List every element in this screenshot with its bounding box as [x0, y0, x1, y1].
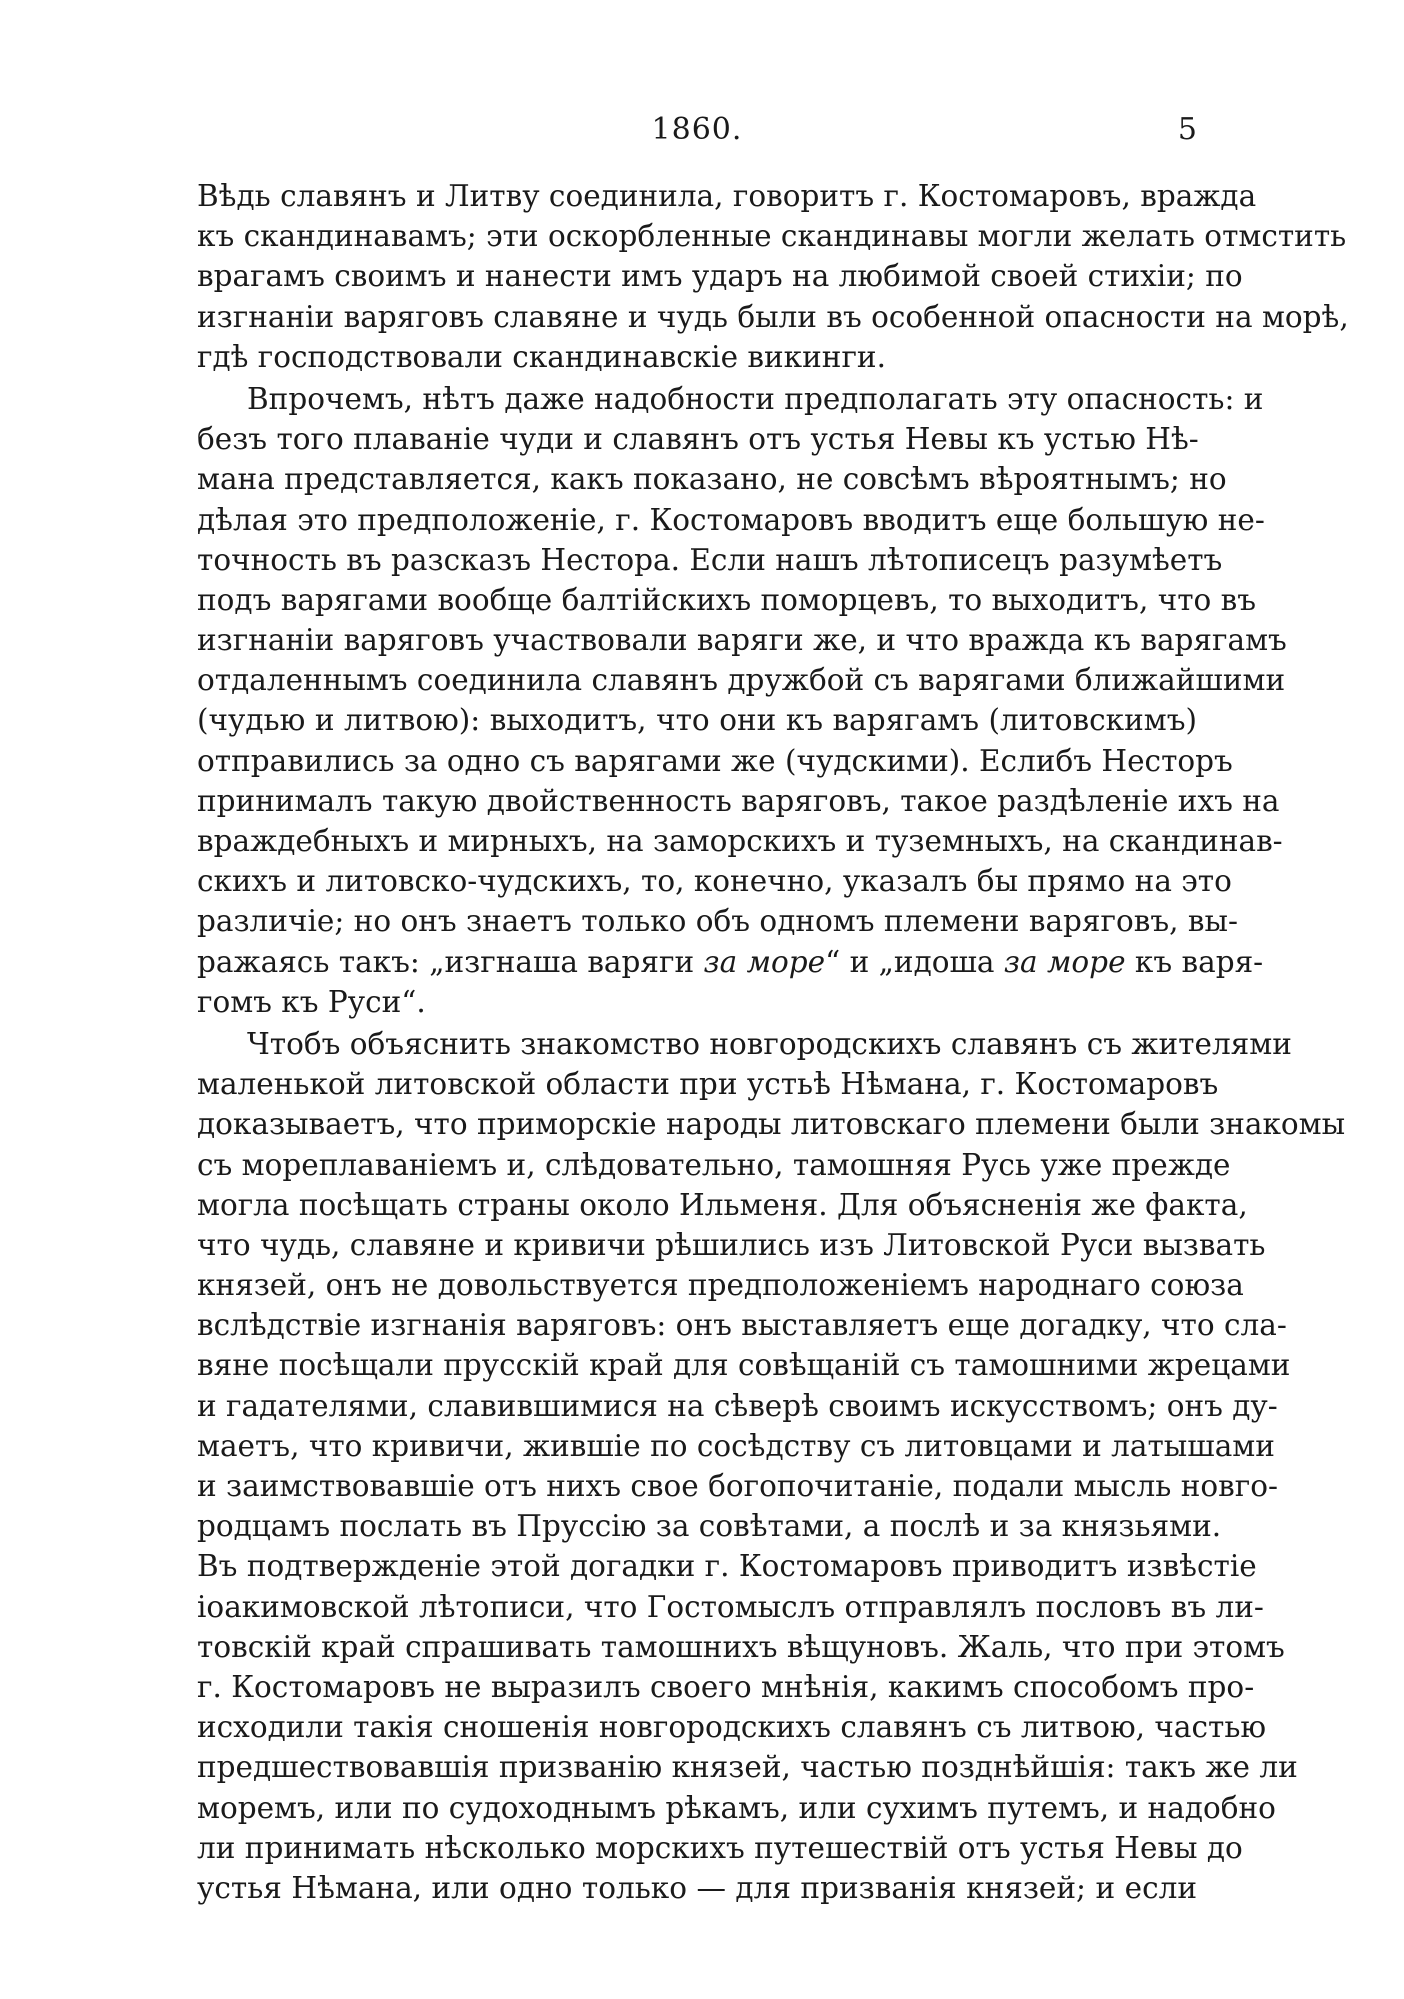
text-line: (чудью и литвою): выходитъ, что они къ варягамъ (литовскимъ) [197, 703, 1197, 738]
text-line: мана представляется, какъ показано, не совсѣмъ вѣроятнымъ; но [197, 462, 1227, 497]
body-text [197, 176, 1349, 1908]
text-segment: “ и „идоша [825, 944, 1004, 979]
text-line: доказываетъ, что приморскіе народы литовскаго племени были знакомы [197, 1107, 1346, 1142]
text-line: г. Костомаровъ не выразилъ своего мнѣнія, какимъ способомъ про- [197, 1669, 1255, 1704]
text-line: товскій край спрашивать тамошнихъ вѣщуновъ. Жаль, что при этомъ [197, 1629, 1285, 1664]
text-line: гомъ къ Руси“. [197, 984, 426, 1019]
running-header-year: 1860. [651, 112, 743, 147]
text-line: могла посѣщать страны около Ильменя. Для объясненія же факта, [197, 1187, 1248, 1222]
text-line: врагамъ своимъ и нанести имъ ударъ на любимой своей стихіи; по [197, 259, 1243, 294]
italic-phrase: за море [703, 944, 826, 979]
paragraph-3 [197, 1024, 1346, 1908]
text-line: маленькой литовской области при устьѣ Нѣмана, г. Костомаровъ [197, 1067, 1219, 1102]
text-line: князей, онъ не довольствуется предположеніемъ народнаго союза [197, 1268, 1244, 1303]
text-line: изгнаніи варяговъ славяне и чудь были въ особенной опасности на морѣ, [197, 299, 1349, 334]
text-line: и заимствовавшіе отъ нихъ свое богопочитаніе, подали мысль новго- [197, 1469, 1278, 1503]
text-line: дѣлая это предположеніе, г. Костомаровъ вводитъ еще большую не- [197, 502, 1265, 537]
paragraph-1 [197, 176, 1349, 377]
text-line: подъ варягами вообще балтійскихъ поморцевъ, то выходитъ, что въ [197, 582, 1257, 617]
text-line-italic [197, 942, 1264, 982]
text-line: іоакимовской лѣтописи, что Гостомыслъ отправлялъ пословъ въ ли- [197, 1589, 1264, 1624]
text-line: устья Нѣмана, или одно только — для призванія князей; и если [197, 1870, 1197, 1905]
text-line: Въ подтвержденіе этой догадки г. Костомаровъ приводитъ извѣстіе [197, 1549, 1257, 1584]
text-line: Вѣдь славянъ и Литву соединила, говоритъ г. Костомаровъ, вражда [197, 179, 1257, 213]
text-line: Впрочемъ, нѣтъ даже надобности предполагать эту опасность: и [247, 381, 1264, 416]
page-number: 5 [1177, 112, 1197, 147]
text-line: маетъ, что кривичи, жившіе по сосѣдству съ литовцами и латышами [197, 1428, 1275, 1463]
text-line: предшествовавшія призванію князей, частью позднѣйшія: такъ же ли [197, 1750, 1298, 1785]
text-line: принималъ такую двойственность варяговъ, такое раздѣленіе ихъ на [197, 783, 1280, 818]
text-line: изгнаніи варяговъ участвовали варяги же, и что вражда къ варягамъ [197, 623, 1287, 658]
text-line: гдѣ господствовали скандинавскіе викинги. [197, 339, 886, 374]
text-segment: къ варя- [1125, 944, 1264, 979]
text-line: къ скандинавамъ; эти оскорбленные скандинавы могли желать отмстить [197, 219, 1347, 254]
text-line: исходили такія сношенія новгородскихъ славянъ съ литвою, частью [197, 1710, 1267, 1745]
running-header [197, 112, 1197, 162]
text-line: отдаленнымъ соединила славянъ дружбой съ варягами ближайшими [197, 663, 1286, 698]
text-line: вяне посѣщали прусскій край для совѣщаній съ тамошними жрецами [197, 1348, 1291, 1383]
text-line: враждебныхъ и мирныхъ, на заморскихъ и туземныхъ, на скандинав- [197, 824, 1283, 858]
text-line: безъ того плаваніе чуди и славянъ отъ устья Невы къ устью Нѣ- [197, 422, 1199, 457]
text-line: точность въ разсказъ Нестора. Если нашъ лѣтописецъ разумѣетъ [197, 542, 1223, 577]
text-line: моремъ, или по судоходнымъ рѣкамъ, или сухимъ путемъ, и надобно [197, 1790, 1276, 1825]
text-line: что чудь, славяне и кривичи рѣшились изъ Литовской Руси вызвать [197, 1227, 1266, 1262]
text-line: вслѣдствіе изгнанія варяговъ: онъ выставляетъ еще догадку, что сла- [197, 1308, 1287, 1343]
text-line: родцамъ послать въ Пруссію за совѣтами, а послѣ и за князьями. [197, 1509, 1222, 1544]
text-line: различіе; но онъ знаетъ только объ одномъ племени варяговъ, вы- [197, 904, 1238, 939]
paragraph-2 [197, 379, 1287, 1022]
text-line: скихъ и литовско-чудскихъ, то, конечно, указалъ бы прямо на это [197, 864, 1232, 899]
text-line: Чтобъ объяснить знакомство новгородскихъ славянъ съ жителями [247, 1026, 1292, 1061]
text-line: съ мореплаваніемъ и, слѣдовательно, тамошняя Русь уже прежде [197, 1147, 1231, 1182]
italic-phrase: за море [1003, 944, 1126, 979]
text-line: и гадателями, славившимися на сѣверѣ своимъ искусствомъ; онъ ду- [197, 1388, 1278, 1423]
text-segment: ражаясь такъ: „изгнаша варяги [197, 944, 704, 979]
text-line: отправились за одно съ варягами же (чудскими). Еслибъ Несторъ [197, 743, 1233, 778]
text-line: ли принимать нѣсколько морскихъ путешествій отъ устья Невы до [197, 1830, 1243, 1865]
